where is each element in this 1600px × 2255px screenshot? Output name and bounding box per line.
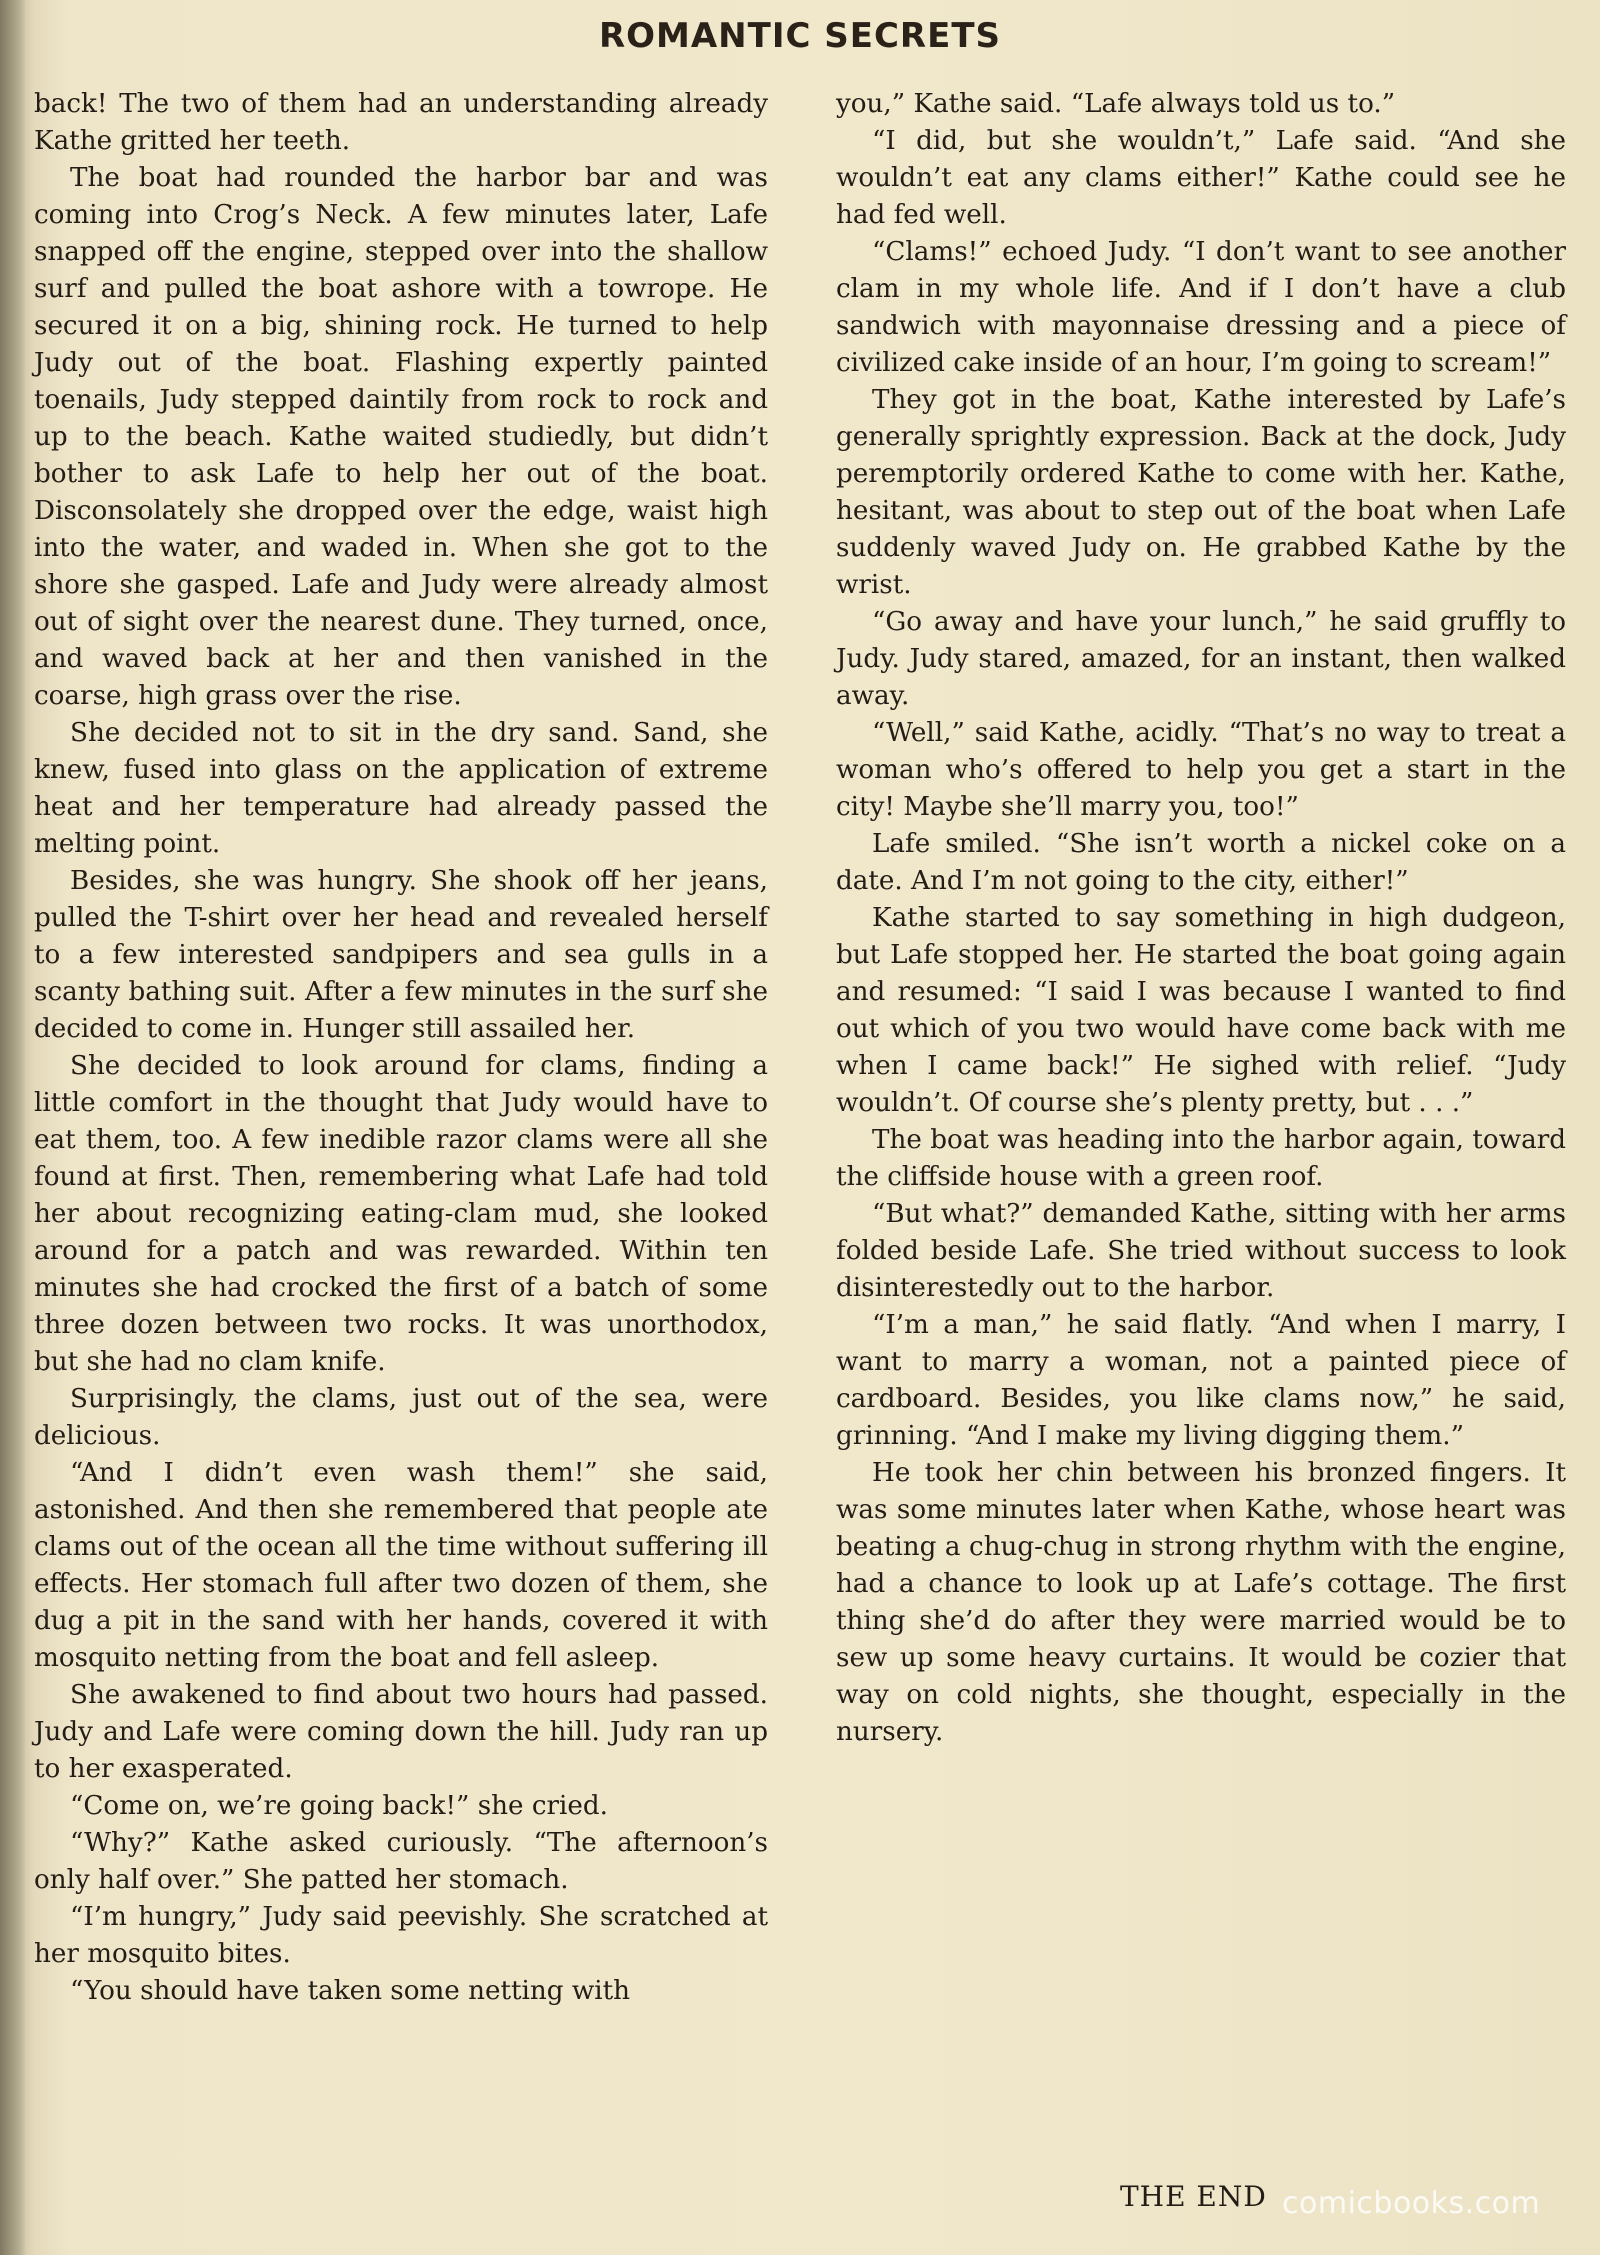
paragraph: “Come on, we’re going back!” she cried. [70,1791,608,1821]
right-column [836,86,1566,1751]
paragraph: Kathe started to say something in high dudgeon, but Lafe stopped her. He started the boat going again and resumed: “I said I was because I wanted to find out which of you two would have come back with me when I came back!” He sighed with relief. “Judy wouldn’t. Of course she’s plenty pretty, but . . .” [836,903,1566,1118]
paragraph: The boat had rounded the harbor bar and was coming into Crog’s Neck. A few minutes later, Lafe snapped off the engine, stepped over into the shallow surf and pulled the boat ashore with a towrope. He secured it on a big, shining rock. He turned to help Judy out of the boat. Flashing expertly painted toenails, Judy stepped daintily from rock to rock and up to the beach. Kathe waited studiedly, but didn’t bother to ask Lafe to help her out of the boat. Disconsolately she dropped over the edge, waist high into the water, and waded in. When she got to the shore she gasped. Lafe and Judy were already almost out of sight over the nearest dune. They turned, once, and waved back at her and then vanished in the coarse, high grass over the rise. [34,163,768,711]
paragraph: “I did, but she wouldn’t,” Lafe said. “And she wouldn’t eat any clams either!” Kathe could see he had fed well. [836,126,1566,230]
paragraph: “I’m a man,” he said flatly. “And when I marry, I want to marry a woman, not a painted piece of cardboard. Besides, you like clams now,” he said, grinning. “And I make my living digging them.” [836,1310,1566,1451]
site-watermark: comicbooks.com [1282,2186,1541,2221]
paragraph: The boat was heading into the harbor again, toward the cliffside house with a green roof. [836,1125,1566,1192]
paragraph: Lafe smiled. “She isn’t worth a nickel coke on a date. And I’m not going to the city, either!” [836,829,1566,896]
paragraph: “Why?” Kathe asked curiously. “The afternoon’s only half over.” She patted her stomach. [34,1828,768,1895]
paragraph: “But what?” demanded Kathe, sitting with her arms folded beside Lafe. She tried without success to look disinterestedly out to the harbor. [836,1199,1566,1303]
page-header: ROMANTIC SECRETS [598,16,1002,56]
paragraph: “Well,” said Kathe, acidly. “That’s no way to treat a woman who’s offered to help you get a start in the city! Maybe she’ll marry you, too!” [836,718,1566,822]
paragraph: “You should have taken some netting with [70,1976,631,2006]
paragraph: “I’m hungry,” Judy said peevishly. She scratched at her mosquito bites. [34,1902,768,1969]
paragraph: Besides, she was hungry. She shook off her jeans, pulled the T-shirt over her head and revealed herself to a few interested sandpipers and sea gulls in a scanty bathing suit. After a few minutes in the surf she decided to come in. Hunger still assailed her. [34,866,768,1044]
paragraph: “And I didn’t even wash them!” she said, astonished. And then she remembered that people ate clams out of the ocean all the time without suffering ill effects. Her stomach full after two dozen of them, she dug a pit in the sand with her hands, covered it with mosquito netting from the boat and fell asleep. [34,1458,768,1673]
paragraph: Surprisingly, the clams, just out of the sea, were delicious. [34,1384,768,1451]
paragraph: She awakened to find about two hours had passed. Judy and Lafe were coming down the hill. Judy ran up to her exasperated. [34,1680,768,1784]
the-end-label: THE END [1120,2180,1267,2213]
paragraph: “Clams!” echoed Judy. “I don’t want to see another clam in my whole life. And if I don’t have a club sandwich with mayonnaise dressing and a piece of civilized cake inside of an hour, I’m going to scream!” [836,237,1566,378]
page-spine-shadow [0,0,26,2255]
left-column [34,86,768,2010]
paragraph: He took her chin between his bronzed fingers. It was some minutes later when Kathe, whose heart was beating a chug-chug in strong rhythm with the engine, had a chance to look up at Lafe’s cottage. The first thing she’d do after they were married would be to sew up some heavy curtains. It would be cozier that way on cold nights, she thought, especially in the nursery. [836,1458,1566,1747]
paragraph: back! The two of them had an understanding already Kathe gritted her teeth. [34,89,768,156]
paragraph: She decided not to sit in the dry sand. Sand, she knew, fused into glass on the application of extreme heat and her temperature had already passed the melting point. [34,718,768,859]
paragraph: you,” Kathe said. “Lafe always told us to.” [836,89,1396,119]
paragraph: They got in the boat, Kathe interested by Lafe’s generally sprightly expression. Back at the dock, Judy peremptorily ordered Kathe to come with her. Kathe, hesitant, was about to step out of the boat when Lafe suddenly waved Judy on. He grabbed Kathe by the wrist. [836,385,1566,600]
paragraph: She decided to look around for clams, finding a little comfort in the thought that Judy would have to eat them, too. A few inedible razor clams were all she found at first. Then, remembering what Lafe had told her about recognizing eating-clam mud, she looked around for a patch and was rewarded. Within ten minutes she had crocked the first of a batch of some three dozen between two rocks. It was unorthodox, but she had no clam knife. [34,1051,768,1377]
paragraph: “Go away and have your lunch,” he said gruffly to Judy. Judy stared, amazed, for an instant, then walked away. [836,607,1566,711]
